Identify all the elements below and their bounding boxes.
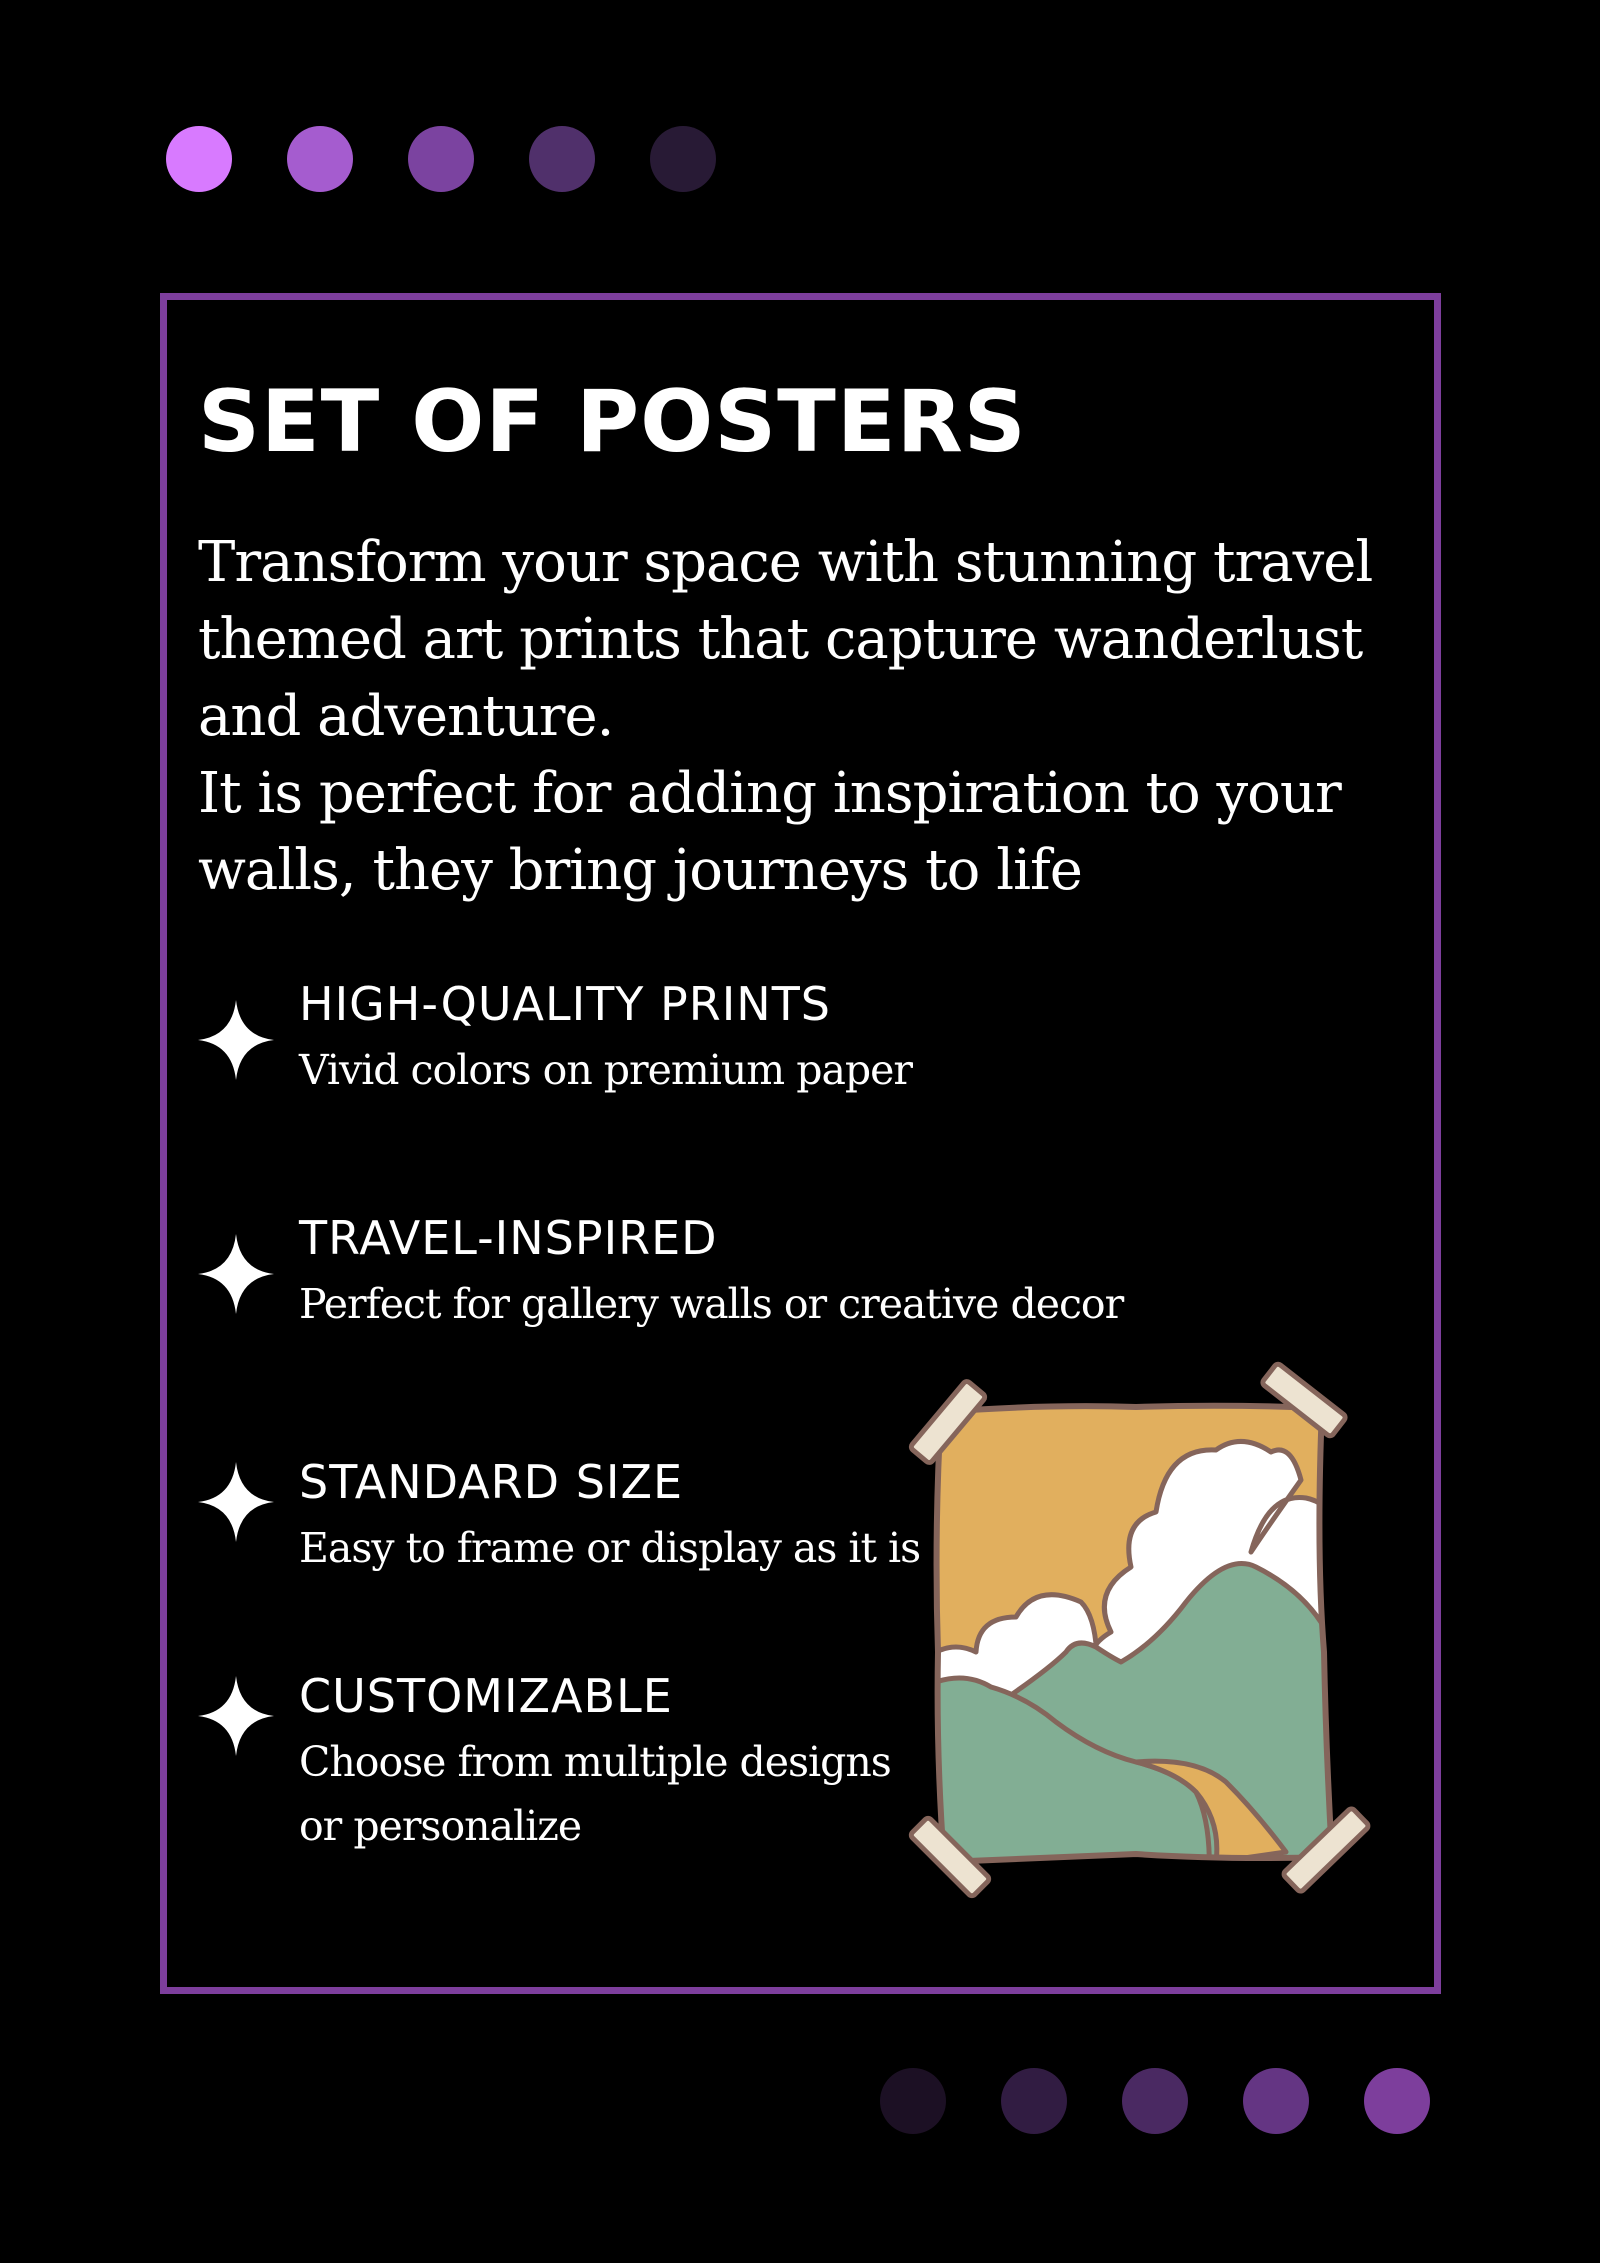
feature-title: TRAVEL-INSPIRED: [299, 1211, 718, 1265]
feature-title: HIGH-QUALITY PRINTS: [299, 977, 832, 1031]
dot: [529, 126, 595, 192]
sparkle-icon: [198, 1234, 274, 1314]
dot: [1001, 2068, 1067, 2134]
intro-line: walls, they bring journeys to life: [198, 838, 1082, 903]
feature-title: STANDARD SIZE: [299, 1455, 684, 1509]
feature-title: CUSTOMIZABLE: [299, 1669, 673, 1723]
intro-line: It is perfect for adding inspiration to your: [198, 761, 1341, 826]
dot: [880, 2068, 946, 2134]
feature-description: Easy to frame or display as it is: [299, 1524, 921, 1572]
intro-paragraph: [198, 524, 1373, 909]
decorative-dots-bottom: [880, 2068, 1430, 2134]
dot: [650, 126, 716, 192]
dot: [166, 126, 232, 192]
page-title: SET OF POSTERS: [198, 372, 1027, 472]
intro-line: Transform your space with stunning travel: [198, 530, 1373, 595]
feature-description: [299, 1730, 891, 1858]
feature-description: Vivid colors on premium paper: [299, 1046, 913, 1094]
taped-poster-illustration: [896, 1352, 1376, 1912]
dot: [1243, 2068, 1309, 2134]
dot: [408, 126, 474, 192]
sparkle-icon: [198, 1676, 274, 1756]
dot: [287, 126, 353, 192]
sparkle-icon: [198, 1462, 274, 1542]
feature-description-line: or personalize: [299, 1802, 582, 1850]
sparkle-icon: [198, 1000, 274, 1080]
feature-description: Perfect for gallery walls or creative decor: [299, 1280, 1124, 1328]
decorative-dots-top: [166, 126, 716, 192]
intro-line: and adventure.: [198, 684, 614, 749]
dot: [1122, 2068, 1188, 2134]
intro-line: themed art prints that capture wanderlust: [198, 607, 1363, 672]
feature-description-line: Choose from multiple designs: [299, 1738, 891, 1786]
dot: [1364, 2068, 1430, 2134]
